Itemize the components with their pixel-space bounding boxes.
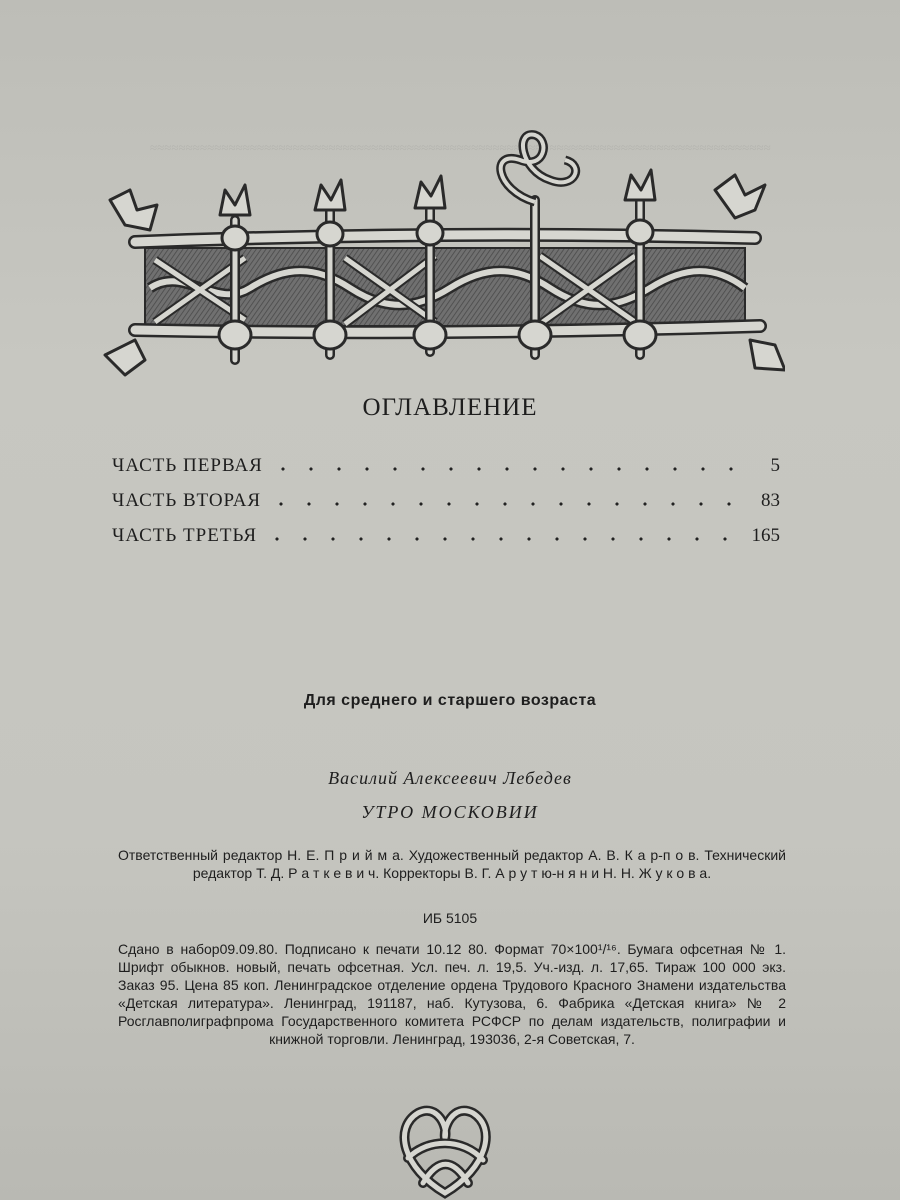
editorial-credits: Ответственный редактор Н. Е. П р и й м а. Художественный редактор А. В. К а р-п о в. Технический редактор Т. Д. Р а т к е в и ч. Корректоры В. Г. А р у т ю-н я н и Н. Н. Ж у к о в а. [118, 847, 786, 881]
contents-heading: ОГЛАВЛЕНИЕ [362, 394, 538, 421]
toc-entry-label: ЧАСТЬ ВТОРАЯ [112, 490, 262, 511]
ib-number: ИБ 5105 [422, 910, 478, 926]
toc-entry[interactable] [112, 455, 780, 490]
author-name: Василий Алексеевич Лебедев [328, 768, 572, 788]
ornamental-frieze-illustration [95, 130, 785, 390]
toc-entry-page: 83 [761, 490, 780, 511]
table-of-contents [112, 455, 780, 560]
age-recommendation: Для среднего и старшего возраста [303, 692, 597, 709]
knot-emblem-icon [393, 1098, 497, 1200]
toc-entry[interactable] [112, 490, 780, 525]
dot-leader [267, 502, 738, 506]
toc-entry-label: ЧАСТЬ ПЕРВАЯ [112, 455, 263, 476]
dot-leader [263, 537, 738, 541]
dot-leader [269, 467, 738, 471]
toc-entry[interactable] [112, 525, 780, 560]
bleed-through-text: ≈≈≈≈≈≈≈≈≈≈≈≈≈≈≈≈≈≈≈≈≈≈≈≈≈≈≈≈≈≈≈≈≈≈≈≈≈≈≈≈≈≈≈≈≈≈≈≈≈≈≈≈≈≈≈≈≈≈≈≈≈≈≈≈≈≈≈≈≈≈≈≈≈≈≈≈≈≈≈≈≈≈≈≈≈≈≈ [150, 140, 771, 155]
toc-entry-page: 5 [770, 455, 780, 476]
toc-entry-label: ЧАСТЬ ТРЕТЬЯ [112, 525, 258, 546]
book-title: УТРО МОСКОВИИ [361, 802, 539, 822]
toc-entry-page: 165 [751, 525, 780, 546]
publication-imprint: Сдано в набор09.09.80. Подписано к печати 10.12 80. Формат 70×100¹/¹⁶. Бумага офсетная № 1. Шрифт обыкнов. новый, печать офсетная. Усл. печ. л. 19,5. Уч.-изд. л. 17,65. Тираж 100 000 экз. Заказ 95. Цена 85 коп. Ленинградское отделение ордена Трудового Красного Знамени издательства «Детская литература». Ленинград, 191187, наб. Кутузова, 6. Фабрика «Детская книга» № 2 Росглавполиграфпрома Государственного комитета РСФСР по делам издательств, полиграфии и книжной торговли. Ленинград, 193036, 2-я Советская, 7. [118, 941, 786, 1047]
